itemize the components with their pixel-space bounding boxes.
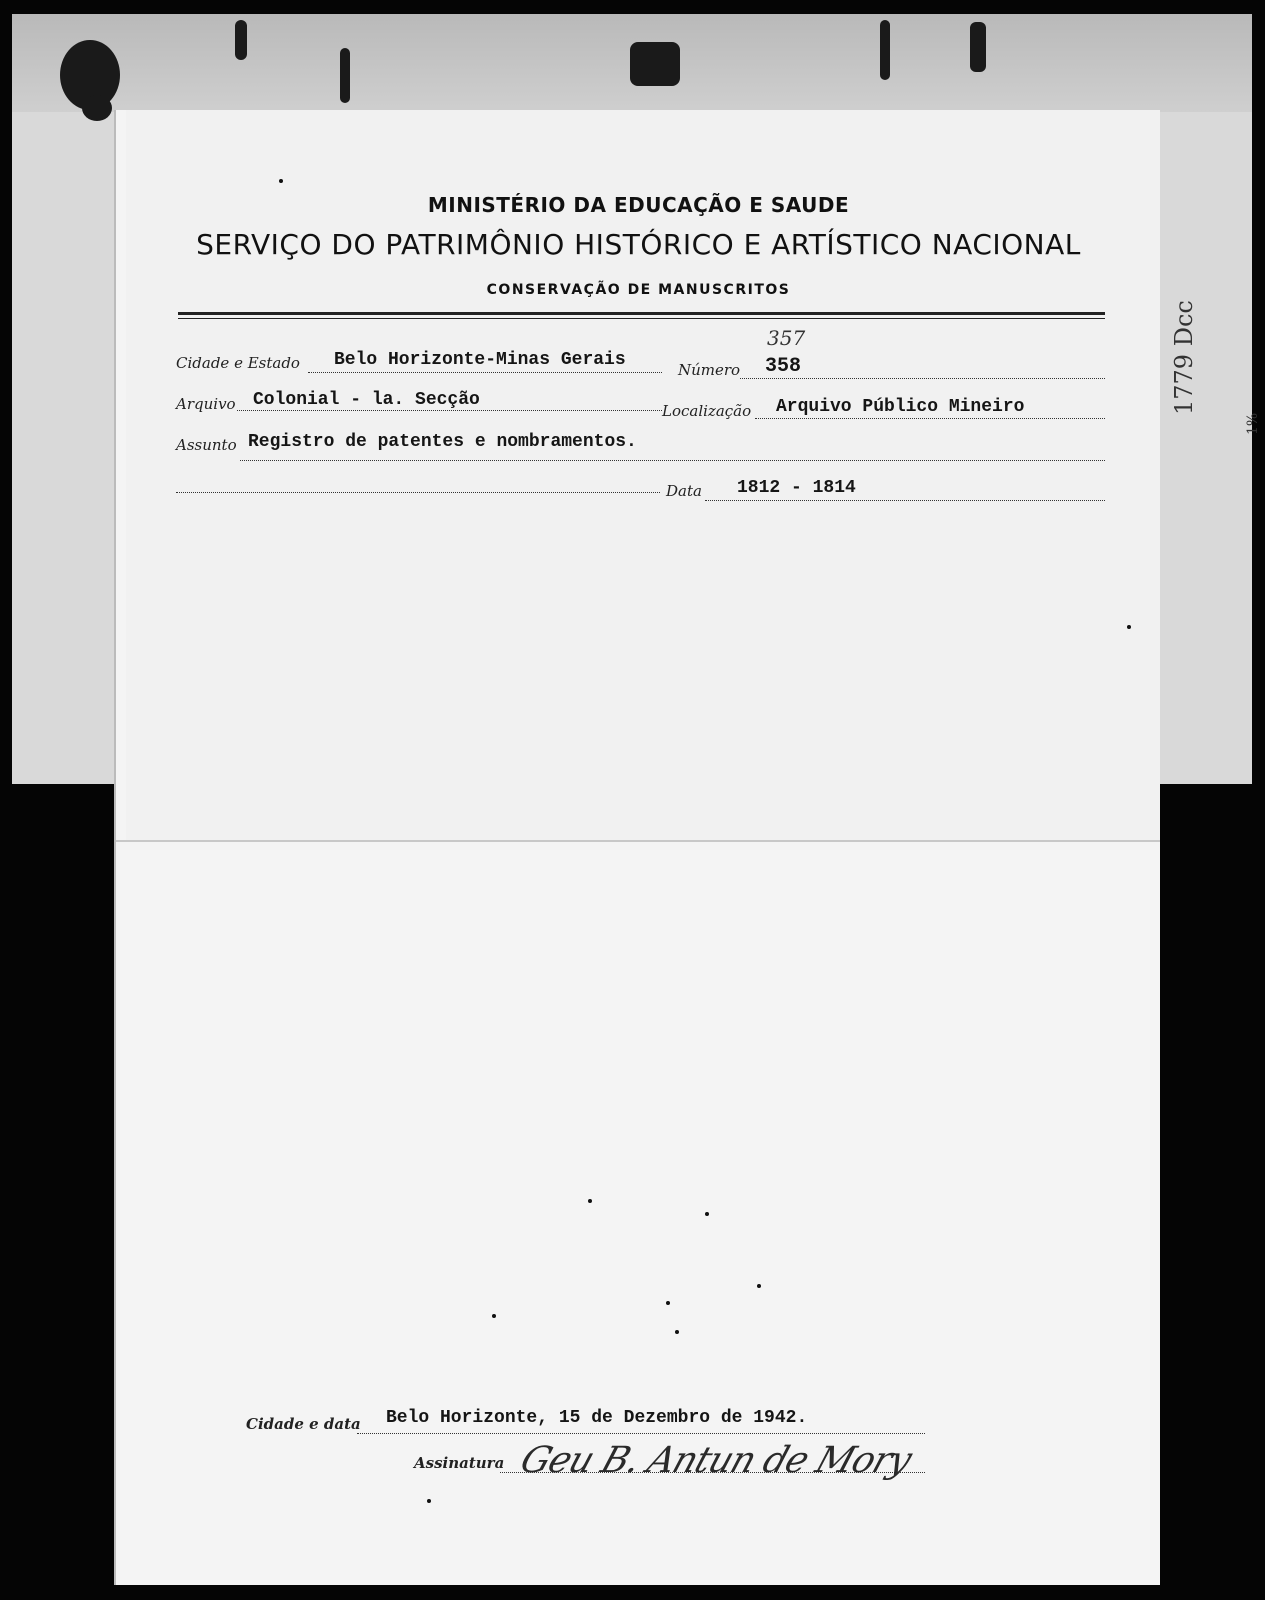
ink-blot (970, 22, 986, 72)
cidade-estado-label: Cidade e Estado (176, 354, 300, 372)
ink-blot (82, 95, 112, 121)
arquivo-line (237, 410, 662, 411)
paper-fold (116, 840, 1160, 842)
cidade-estado-value: Belo Horizonte-Minas Gerais (334, 350, 626, 370)
header-rule-thin (178, 318, 1105, 319)
ink-blot (235, 20, 247, 60)
ink-blot (340, 48, 350, 103)
arquivo-value: Colonial - la. Secção (253, 390, 480, 410)
ministry-title: MINISTÉRIO DA EDUCAÇÃO E SAUDE (427, 193, 850, 217)
numero-annotation: 357 (767, 326, 806, 350)
cidade-data-label: Cidade e data (246, 1415, 361, 1433)
data-value: 1812 - 1814 (737, 478, 856, 498)
cidade-estado-line (308, 372, 662, 373)
data-label: Data (666, 482, 702, 500)
localizacao-value: Arquivo Público Mineiro (776, 397, 1025, 417)
localizacao-label: Localização (662, 402, 752, 420)
paper-speck (675, 1330, 679, 1334)
paper-speck (757, 1284, 761, 1288)
arquivo-label: Arquivo (176, 395, 236, 413)
ink-blot (630, 42, 680, 86)
numero-line (740, 378, 1105, 379)
paper-speck (279, 179, 283, 183)
paper-speck (1127, 625, 1131, 629)
numero-value: 358 (765, 355, 802, 378)
paper-speck (492, 1314, 496, 1318)
assunto-label: Assunto (176, 436, 237, 454)
assinatura-label: Assinatura (414, 1454, 505, 1472)
paper-speck (427, 1499, 431, 1503)
paper-speck (588, 1199, 592, 1203)
paper-speck (705, 1212, 709, 1216)
side-small-annotation: 1% (1245, 412, 1261, 435)
numero-label: Número (678, 361, 741, 379)
ink-blot (880, 20, 890, 80)
form-sheet-upper (126, 110, 1160, 842)
assunto-line (240, 460, 1105, 461)
side-stamp-annotation: 1779 Dcc (1170, 300, 1198, 415)
paper-speck (666, 1301, 670, 1305)
signature: Geu B. Antun de Mory (515, 1440, 917, 1481)
data-line (705, 500, 1105, 501)
cidade-data-value: Belo Horizonte, 15 de Dezembro de 1942. (386, 1408, 808, 1428)
header-rule-thick (178, 312, 1105, 315)
assunto-value: Registro de patentes e nombramentos. (248, 432, 637, 452)
service-title: SERVIÇO DO PATRIMÔNIO HISTÓRICO E ARTÍSTICO NACIONAL (196, 228, 1081, 261)
cidade-data-line (357, 1433, 925, 1434)
blank-line (176, 492, 660, 493)
localizacao-line (755, 418, 1105, 419)
department-title: CONSERVAÇÃO DE MANUSCRITOS (486, 282, 791, 298)
